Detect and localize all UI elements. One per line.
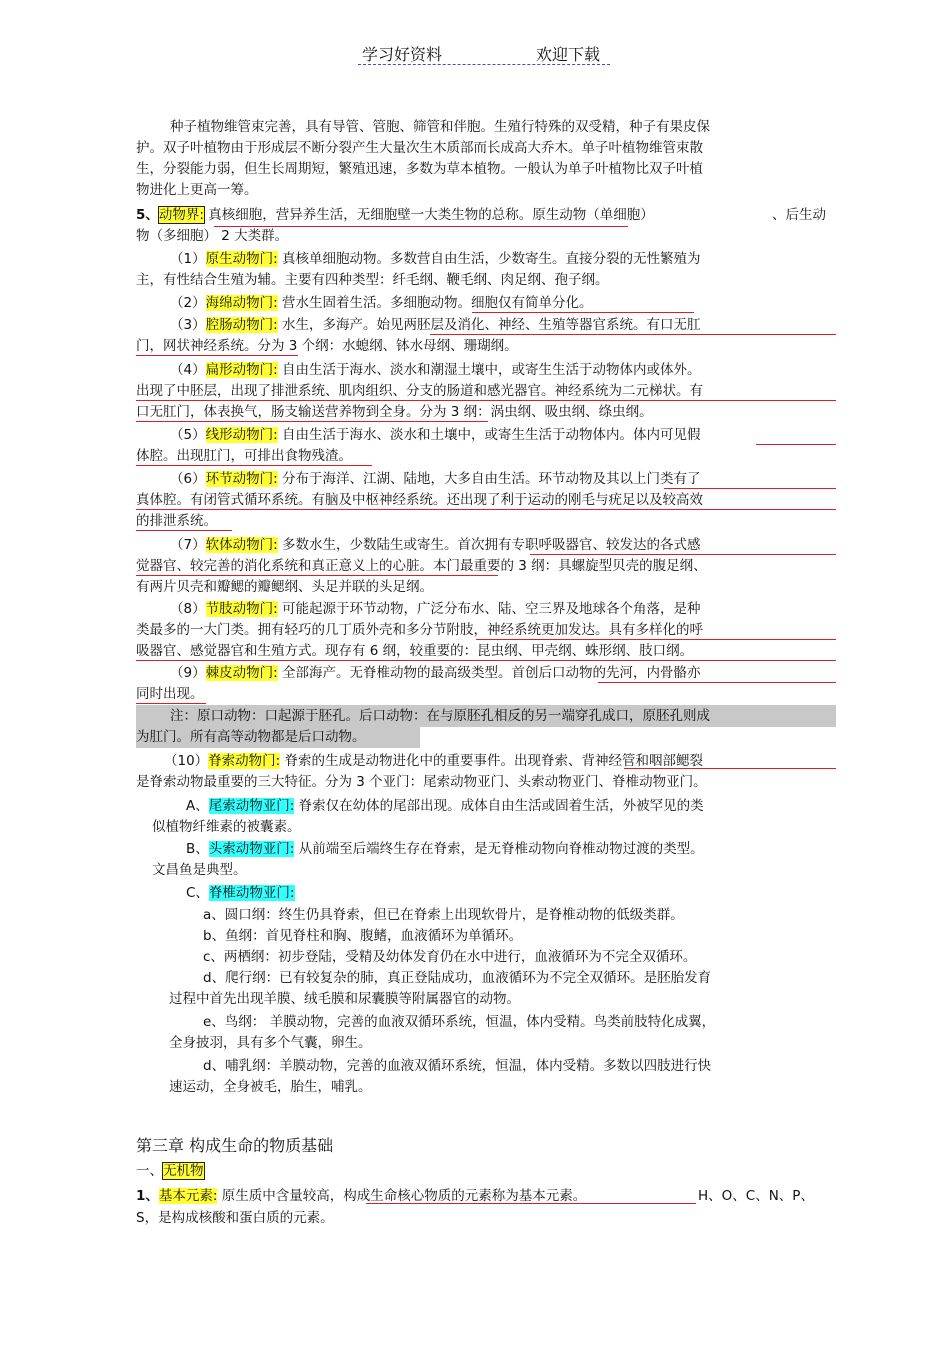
red-underline bbox=[136, 400, 836, 401]
red-underline bbox=[472, 312, 694, 313]
section-term: 无机物 bbox=[163, 1163, 204, 1179]
subphylum-b-line-2: 文昌鱼是典型。 bbox=[152, 862, 247, 878]
subphylum-c-term: 脊椎动物亚门: bbox=[208, 885, 295, 901]
chapter-title: 第三章 构成生命的物质基础 bbox=[136, 1136, 334, 1155]
phylum-8-line-1: （8）节肢动物门: 可能起源于环节动物，广泛分布水、陆、空三界及地球各个角落，是种 bbox=[170, 601, 701, 617]
class-f-line-2: 速运动，全身被毛，胎生，哺乳。 bbox=[169, 1079, 372, 1095]
phylum-4-line-2: 出现了中胚层，出现了排泄系统、肌肉组织、分支的肠道和感光器官。神经系统为二元梯状。有 bbox=[136, 383, 703, 399]
animal-kingdom-line-1 bbox=[136, 206, 654, 224]
phylum-5-line-2: 体腔。出现肛门，可排出食物残渣。 bbox=[136, 448, 352, 464]
subphylum-a-line-2: 似植物纤维素的被囊素。 bbox=[152, 819, 301, 835]
class-e-line-2: 全身披羽，具有多个气囊，卵生。 bbox=[169, 1035, 372, 1051]
basic-elements-term: 基本元素: bbox=[158, 1188, 218, 1204]
class-b-line-1: b、鱼纲：首见脊柱和胸、腹鳍，血液循环为单循环。 bbox=[203, 928, 523, 944]
phylum-4-line-3: 口无肛门，体表换气，肠支输送营养物到全身。分为 3 纲：涡虫纲、吸虫纲、绦虫纲。 bbox=[136, 404, 653, 420]
class-f-line-1: d、哺乳纲：羊膜动物，完善的血液双循环系统，恒温，体内受精。多数以四肢进行快 bbox=[203, 1058, 712, 1074]
phylum-3-line-1: （3）腔肠动物门: 水生，多海产。始见两胚层及消化、神经、生殖等器官系统。有口无肛 bbox=[170, 317, 701, 333]
red-underline bbox=[136, 703, 206, 704]
phylum-2-term: 海绵动物门: bbox=[205, 295, 278, 311]
red-underline bbox=[756, 444, 836, 445]
intro-line-3: 生，分裂能力弱，但生长周期短，繁殖迅速，多数为草本植物。一般认为单子叶植物比双子叶植 bbox=[136, 161, 703, 177]
animal-kingdom-term: 动物界: bbox=[158, 207, 204, 223]
red-underline bbox=[476, 639, 836, 640]
subphylum-a-line-1: A、尾索动物亚门: 脊索仅在幼体的尾部出现。成体自由生活或固着生活，外被罕见的类 bbox=[186, 798, 704, 814]
basic-elements-line-1: 1、基本元素: 原生质中含量较高，构成生命核心物质的元素称为基本元素。 bbox=[136, 1188, 587, 1204]
intro-line-4: 物进化上更高一筹。 bbox=[136, 182, 258, 198]
class-e-line-1: e、鸟纲： 羊膜动物，完善的血液双循环系统，恒温，体内受精。鸟类前肢特化成翼， bbox=[203, 1014, 716, 1030]
phylum-1-line-2: 主，有性结合生殖为辅。主要有四种类型：纤毛纲、鞭毛纲、肉足纲、孢子纲。 bbox=[136, 272, 609, 288]
animal-kingdom-definition: 真核细胞，营异养生活，无细胞壁一大类生物的总称。原生动物（单细胞） bbox=[203, 207, 654, 223]
red-underline bbox=[214, 226, 628, 227]
phylum-5-term: 线形动物门: bbox=[205, 427, 278, 443]
section-heading: 一、无机物 bbox=[136, 1163, 204, 1179]
red-underline bbox=[530, 554, 836, 555]
header-dashed-rule bbox=[358, 64, 610, 65]
red-underline bbox=[136, 355, 298, 356]
phylum-8-line-2: 类最多的一大门类。拥有轻巧的几丁质外壳和多分节附肢，神经系统更加发达。具有多样化的呼 bbox=[136, 622, 703, 638]
phylum-8-line-3: 吸器官、感觉器官和生殖方式。现存有 6 纲，较重要的：昆虫纲、甲壳纲、蛛形纲、肢口纲。 bbox=[136, 643, 694, 659]
red-underline bbox=[136, 509, 836, 510]
animal-kingdom-line-1-end: 、后生动 bbox=[772, 207, 826, 223]
subphylum-c-line-1: C、脊椎动物亚门: bbox=[186, 885, 295, 901]
header-left-text: 学习好资料 bbox=[362, 45, 443, 64]
red-underline bbox=[136, 575, 498, 576]
red-underline bbox=[366, 1203, 696, 1204]
phylum-1-term: 原生动物门: bbox=[205, 251, 278, 267]
phylum-4-line-1: （4）扁形动物门: 自由生活于海水、淡水和潮湿土壤中，或寄生生活于动物体内或体外。 bbox=[170, 362, 701, 378]
intro-line-1: 种子植物维管束完善，具有导管、管胞、筛管和伴胞。生殖行特殊的双受精，种子有果皮保 bbox=[170, 119, 710, 135]
subphylum-b-term: 头索动物亚门: bbox=[208, 841, 295, 857]
note-line-1: 注：原口动物：口起源于胚孔。后口动物：在与原胚孔相反的另一端穿孔成口，原胚孔则成 bbox=[170, 708, 710, 724]
red-underline bbox=[430, 334, 836, 335]
chordata-term: 脊索动物门: bbox=[208, 753, 281, 769]
basic-elements-line-2: S，是构成核酸和蛋白质的元素。 bbox=[136, 1210, 334, 1226]
class-a-line-1: a、圆口纲：终生仍具脊索，但已在脊索上出现软骨片，是脊椎动物的低级类群。 bbox=[203, 907, 684, 923]
phylum-1-line-1: （1）原生动物门: 真核单细胞动物。多数营自由生活，少数寄生。直接分裂的无性繁殖为 bbox=[170, 251, 701, 267]
subphylum-a-term: 尾索动物亚门: bbox=[208, 798, 295, 814]
phylum-9-line-1: （9）棘皮动物门: 全部海产。无脊椎动物的最高级类型。首创后口动物的先河，内骨骼亦 bbox=[170, 665, 701, 681]
phylum-4-term: 扁形动物门: bbox=[205, 362, 278, 378]
red-underline bbox=[136, 530, 232, 531]
phylum-6-term: 环节动物门: bbox=[205, 471, 278, 487]
phylum-7-line-2: 觉器官、较完善的消化系统和真正意义上的心脏。本门最重要的 3 纲：具螺旋型贝壳的腹足纲、 bbox=[136, 558, 707, 574]
class-c-line-1: c、两栖纲：初步登陆，受精及幼体发育仍在水中进行，血液循环为不完全双循环。 bbox=[203, 949, 697, 965]
red-underline bbox=[136, 660, 836, 661]
class-d-line-2: 过程中首先出现羊膜、绒毛膜和尿囊膜等附属器官的动物。 bbox=[169, 991, 520, 1007]
phylum-7-line-3: 有两片贝壳和瓣鳃的瓣鳃纲、头足并联的头足纲。 bbox=[136, 579, 433, 595]
phylum-6-line-1: （6）环节动物门: 分布于海洋、江湖、陆地，大多自由生活。环节动物及其以上门类有了 bbox=[170, 471, 701, 487]
animal-kingdom-line-2: 物（多细胞） 2 大类群。 bbox=[136, 228, 289, 244]
red-underline bbox=[136, 465, 372, 466]
phylum-5-line-1: （5）线形动物门: 自由生活于海水、淡水和土壤中，或寄生生活于动物体内。体内可见假 bbox=[170, 427, 701, 443]
red-underline bbox=[136, 421, 488, 422]
note-line-2: 为肛门。所有高等动物都是后口动物。 bbox=[136, 729, 366, 745]
basic-elements-line-1-end: H、O、C、N、P、 bbox=[698, 1188, 814, 1204]
red-underline bbox=[624, 768, 836, 769]
phylum-8-term: 节肢动物门: bbox=[205, 601, 278, 617]
intro-line-2: 护。双子叶植物由于形成层不断分裂产生大量次生木质部而长成高大乔木。单子叶植物维管束散 bbox=[136, 140, 703, 156]
phylum-2-line-1: （2）海绵动物门: 营水生固着生活。多细胞动物。细胞仅有简单分化。 bbox=[170, 295, 593, 311]
phylum-6-line-2: 真体腔。有闭管式循环系统。有脑及中枢神经系统。还出现了利于运动的刚毛与疣足以及较高效 bbox=[136, 492, 703, 508]
phylum-9-line-2: 同时出现。 bbox=[136, 686, 204, 702]
subphylum-b-line-1: B、头索动物亚门: 从前端至后端终生存在脊索，是无脊椎动物向脊椎动物过渡的类型。 bbox=[186, 841, 704, 857]
phylum-7-line-1: （7）软体动物门: 多数水生，少数陆生或寄生。首次拥有专职呼吸器官、较发达的各式感 bbox=[170, 537, 701, 553]
phylum-3-term: 腔肠动物门: bbox=[205, 317, 278, 333]
red-underline bbox=[664, 488, 836, 489]
phylum-6-line-3: 的排泄系统。 bbox=[136, 513, 217, 529]
phylum-9-term: 棘皮动物门: bbox=[205, 665, 278, 681]
header-right-text: 欢迎下载 bbox=[536, 45, 601, 64]
chordata-line-1: （10）脊索动物门: 脊索的生成是动物进化中的重要事件。出现脊索、背神经管和咽部鳃裂 bbox=[164, 753, 704, 769]
chordata-line-2: 是脊索动物最重要的三大特征。分为 3 个亚门：尾索动物亚门、头索动物亚门、脊椎动物亚门。 bbox=[136, 774, 707, 790]
phylum-3-line-2: 门，网状神经系统。分为 3 个纲：水螅纲、钵水母纲、珊瑚纲。 bbox=[136, 338, 518, 354]
phylum-7-term: 软体动物门: bbox=[205, 537, 278, 553]
class-d-line-1: d、爬行纲：已有较复杂的肺，真正登陆成功，血液循环为不完全双循环。是胚胎发育 bbox=[203, 970, 712, 986]
animal-number: 5、 bbox=[136, 207, 159, 223]
red-underline bbox=[598, 682, 836, 683]
